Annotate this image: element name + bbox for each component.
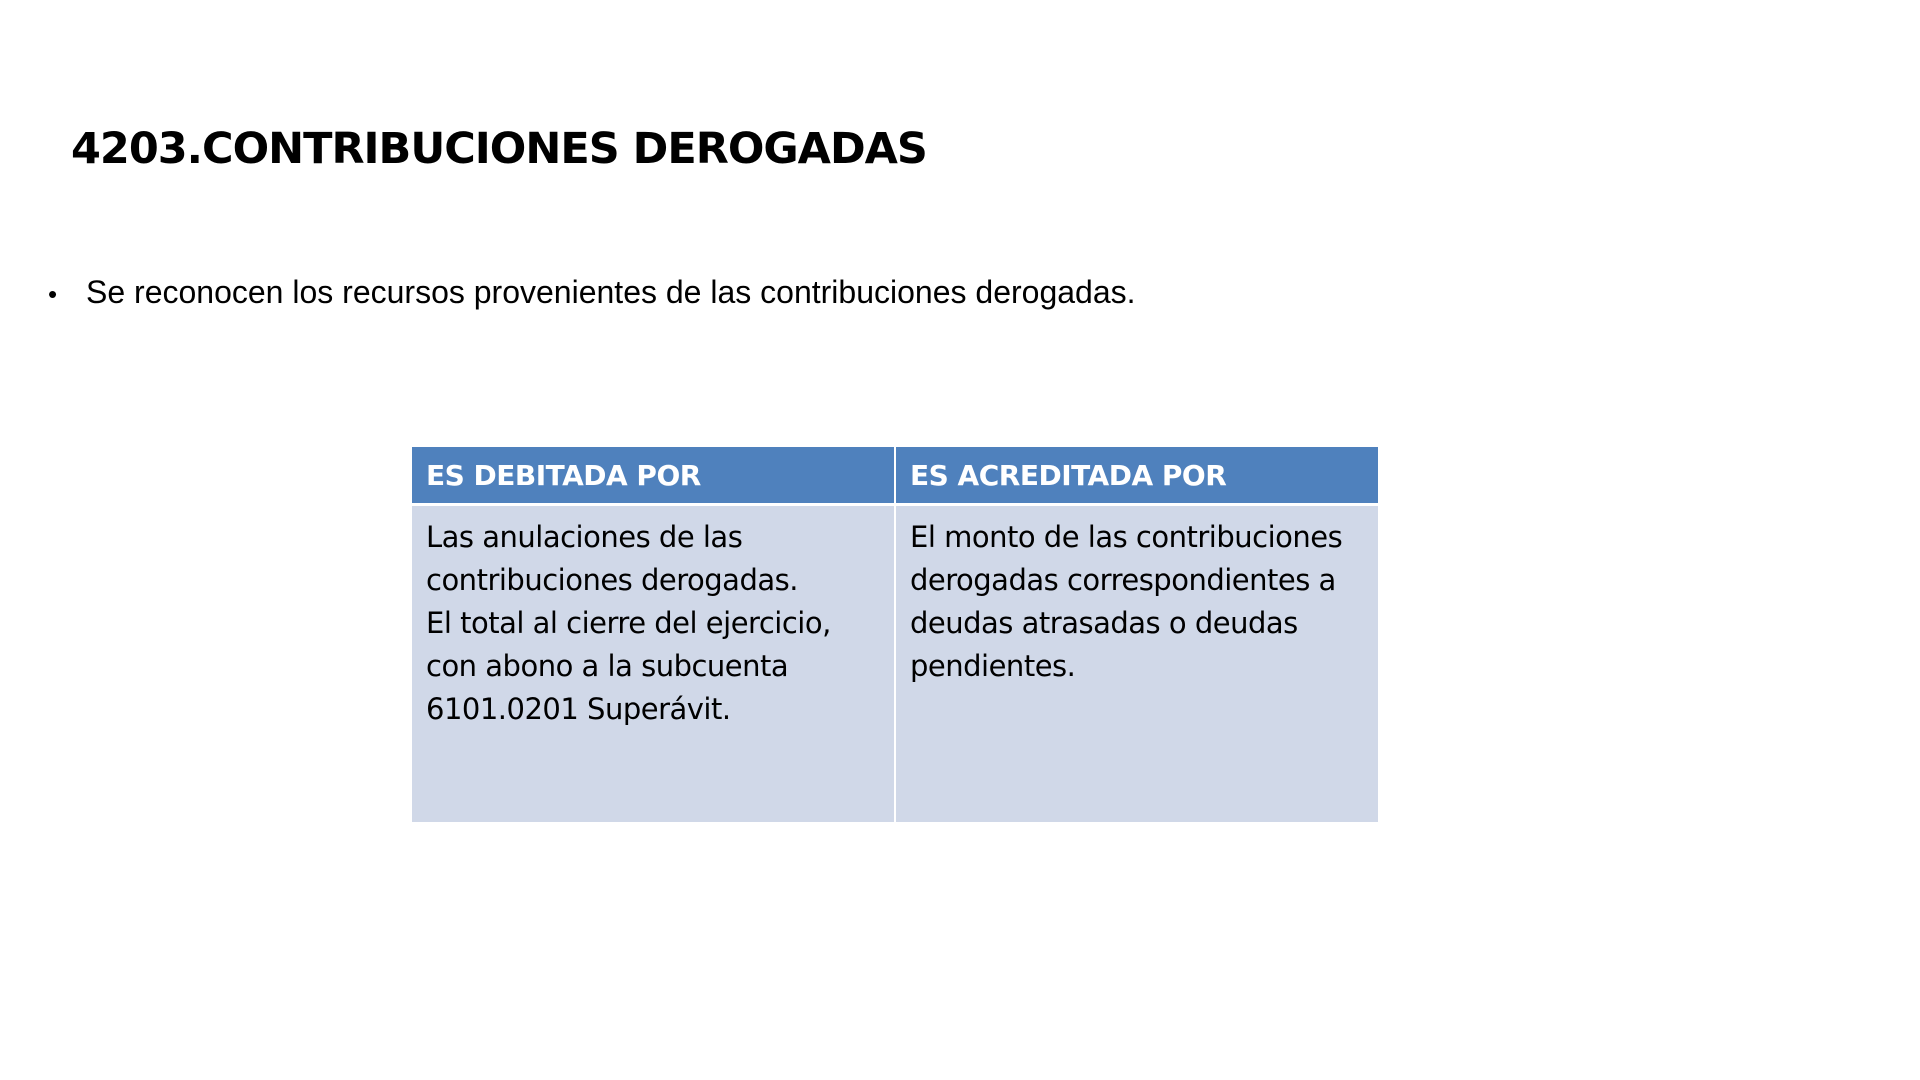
credit-cell [895,505,1378,823]
account-table-container [412,447,1378,822]
debit-cell [412,505,895,823]
bullet-text: Se reconocen los recursos provenientes de las contribuciones derogadas. [86,274,1136,310]
header-debit: ES DEBITADA POR [412,447,895,505]
account-table [412,447,1378,822]
table-header-row [412,447,1378,505]
credit-line: derogadas correspondientes a [910,563,1336,597]
credit-line: El monto de las contribuciones [910,520,1343,554]
credit-line: pendientes. [910,649,1076,683]
credit-line: deudas atrasadas o deudas [910,606,1298,640]
debit-line: El total al cierre del ejercicio, [426,606,831,640]
debit-line: con abono a la subcuenta [426,649,789,683]
debit-line: contribuciones derogadas. [426,563,798,597]
table-row [412,505,1378,823]
slide-title: 4203.CONTRIBUCIONES DEROGADAS [71,124,927,174]
bullet-item [48,274,1136,311]
header-credit: ES ACREDITADA POR [895,447,1378,505]
debit-line: 6101.0201 Superávit. [426,692,731,726]
debit-line: Las anulaciones de las [426,520,743,554]
bullet-dot-icon: • [48,279,58,309]
